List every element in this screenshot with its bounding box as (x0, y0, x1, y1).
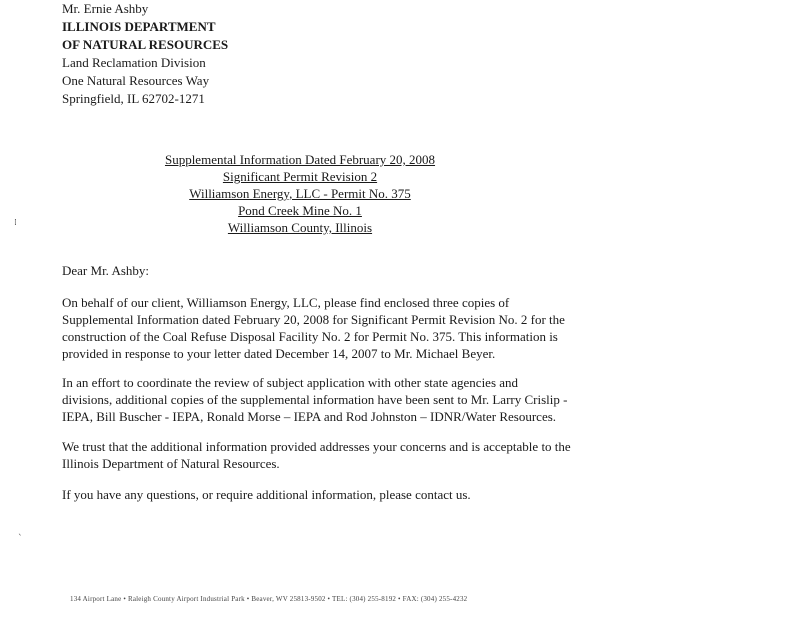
recipient-address-block (62, 0, 228, 108)
paragraph-4 (62, 486, 542, 503)
recipient-org-line1: ILLINOIS DEPARTMENT (62, 19, 216, 34)
letterhead-footer: 134 Airport Lane • Raleigh County Airport Industrial Park • Beaver, WV 25813-9502 • TEL: (304) 255-8192 • FAX: (304) 255-4232 (70, 595, 468, 603)
paragraph-2-line: divisions, additional copies of the supplemental information have been sent to Mr. Larry Crislip - (62, 392, 568, 407)
subject-line-1: Supplemental Information Dated February 20, 2008 (164, 152, 436, 167)
paragraph-2-line: IEPA, Bill Buscher - IEPA, Ronald Morse – IEPA and Rod Johnston – IDNR/Water Resources. (62, 409, 557, 424)
paragraph-1-line: construction of the Coal Refuse Disposal Facility No. 2 for Permit No. 375. This information is (62, 329, 558, 344)
subject-line-2: Significant Permit Revision 2 (222, 169, 378, 184)
paragraph-1 (62, 294, 565, 362)
paragraph-1-line: On behalf of our client, Williamson Energy, LLC, please find enclosed three copies of (62, 295, 510, 310)
paragraph-2 (62, 374, 568, 425)
paragraph-4-line: If you have any questions, or require additional information, please contact us. (62, 487, 471, 502)
paragraph-1-line: provided in response to your letter dated December 14, 2007 to Mr. Michael Beyer. (62, 346, 496, 361)
recipient-street: One Natural Resources Way (62, 73, 210, 88)
paragraph-3-line: Illinois Department of Natural Resources. (62, 456, 280, 471)
recipient-division: Land Reclamation Division (62, 55, 206, 70)
salutation: Dear Mr. Ashby: (62, 263, 150, 278)
paragraph-2-line: In an effort to coordinate the review of subject application with other state agencies and (62, 375, 519, 390)
paragraph-3 (62, 438, 571, 472)
paragraph-1-line: Supplemental Information dated February 20, 2008 for Significant Permit Revision No. 2 for the (62, 312, 565, 327)
subject-line-3: Williamson Energy, LLC - Permit No. 375 (189, 186, 411, 201)
paragraph-3-line: We trust that the additional information provided addresses your concerns and is acceptable to the (62, 439, 571, 454)
scan-speck-mark: ⁞ (14, 218, 17, 228)
recipient-org-line2: OF NATURAL RESOURCES (62, 37, 229, 52)
recipient-name: Mr. Ernie Ashby (62, 1, 149, 16)
scan-speck-mark-2: ` (18, 534, 23, 544)
subject-line-4: Pond Creek Mine No. 1 (238, 203, 362, 218)
recipient-city: Springfield, IL 62702-1271 (62, 91, 205, 106)
subject-block (150, 151, 450, 236)
subject-line-5: Williamson County, Illinois (227, 220, 373, 235)
